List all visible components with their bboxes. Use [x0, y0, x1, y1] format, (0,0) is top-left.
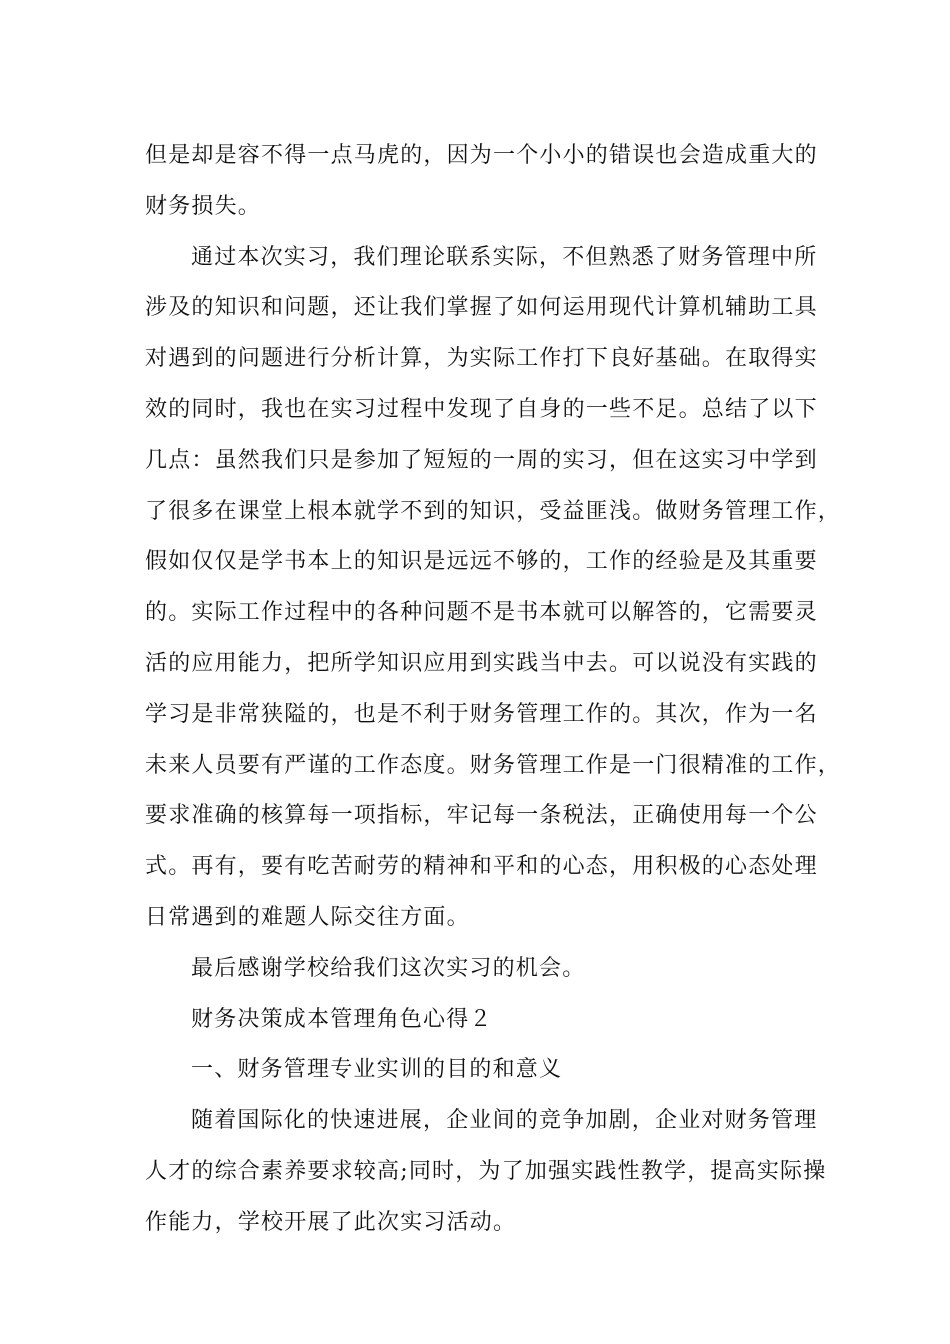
- text-line: 随着国际化的快速进展，企业间的竞争加剧，企业对财务管理: [191, 1108, 818, 1134]
- text-line: 日常遇到的难题人际交往方面。: [145, 904, 470, 930]
- text-line: 作能力，学校开展了此次实习活动。: [145, 1209, 517, 1235]
- text-line: 通过本次实习，我们理论联系实际，不但熟悉了财务管理中所: [191, 244, 818, 270]
- text-line: 财务损失。: [145, 193, 262, 219]
- text-line: 几点：虽然我们只是参加了短短的一周的实习，但在这实习中学到: [145, 447, 818, 473]
- text-line: 的。实际工作过程中的各种问题不是书本就可以解答的，它需要灵: [145, 600, 818, 626]
- paragraph: [145, 944, 825, 995]
- text-line: 人才的综合素养要求较高;同时，为了加强实践性教学，提高实际操: [145, 1158, 827, 1184]
- document-body: [145, 131, 842, 1249]
- text-line: 未来人员要有严谨的工作态度。财务管理工作是一门很精准的工作，: [145, 752, 842, 778]
- section-title: [145, 995, 825, 1046]
- text-line: 假如仅仅是学书本上的知识是远远不够的，工作的经验是及其重要: [145, 549, 818, 575]
- text-line: 对遇到的问题进行分析计算，为实际工作打下良好基础。在取得实: [145, 346, 818, 372]
- paragraph: [145, 233, 842, 944]
- text-line: 但是却是容不得一点马虎的，因为一个小小的错误也会造成重大的: [145, 143, 818, 168]
- text-line: 学习是非常狭隘的，也是不利于财务管理工作的。其次，作为一名: [145, 701, 818, 727]
- paragraph: [145, 1096, 825, 1248]
- paragraph: [145, 131, 825, 233]
- text-line: 要求准确的核算每一项指标，牢记每一条税法，正确使用每一个公: [145, 803, 818, 829]
- text-line: 涉及的知识和问题，还让我们掌握了如何运用现代计算机辅助工具: [145, 295, 818, 321]
- text-line: 了很多在课堂上根本就学不到的知识，受益匪浅。做财务管理工作，: [145, 498, 842, 524]
- text-line: 活的应用能力，把所学知识应用到实践当中去。可以说没有实践的: [145, 650, 818, 676]
- text-line: 效的同时，我也在实习过程中发现了自身的一些不足。总结了以下: [145, 396, 818, 422]
- text-line: 一、财务管理专业实训的目的和意义: [191, 1057, 563, 1083]
- text-line: 最后感谢学校给我们这次实习的机会。: [191, 955, 586, 981]
- text-line: 式。再有，要有吃苦耐劳的精神和平和的心态，用积极的心态处理: [145, 854, 818, 880]
- text-line: 财务决策成本管理角色心得２: [191, 1006, 493, 1032]
- section-heading: [145, 1045, 825, 1096]
